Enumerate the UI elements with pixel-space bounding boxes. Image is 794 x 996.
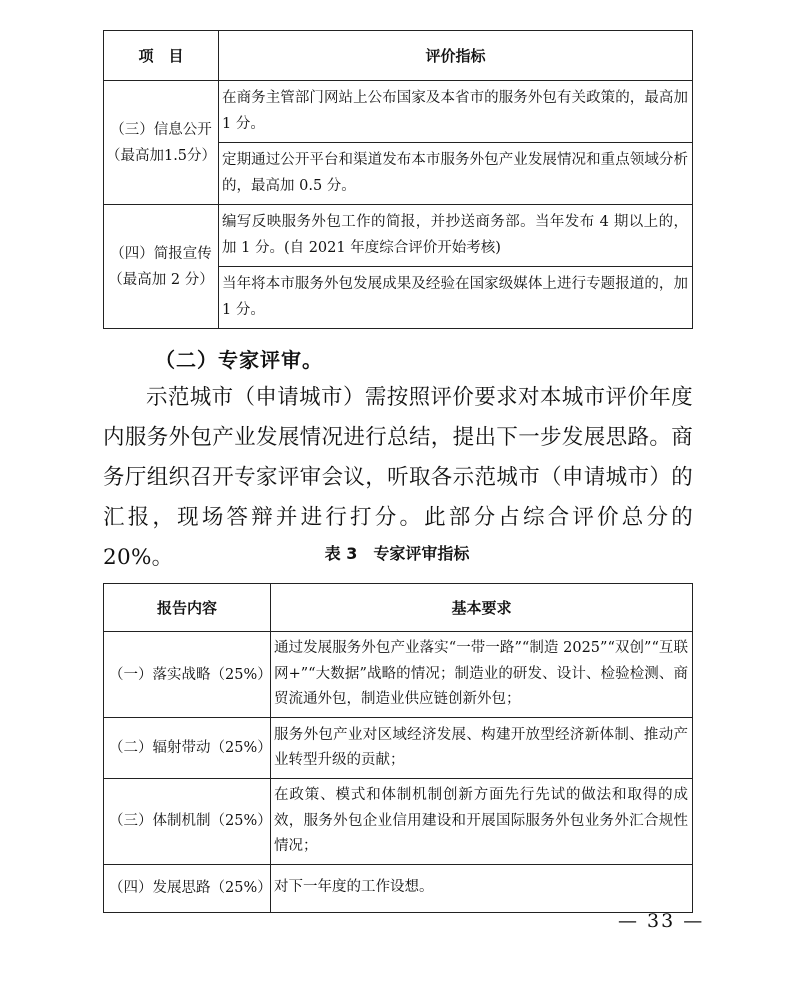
column-header-requirements: 基本要求 (271, 584, 693, 632)
column-header-item: 项 目 (104, 31, 219, 81)
table-header-row (104, 31, 693, 81)
row-requirement: 服务外包产业对区域经济发展、构建开放型经济新体制、推动产业转型升级的贡献； (271, 718, 693, 779)
row-requirement: 通过发展服务外包产业落实“一带一路”“制造 2025”“双创”“互联网+”“大数据”战略的情况；制造业的研发、设计、检验检测、商贸流通外包，制造业供应链创新外包； (271, 632, 693, 718)
category-title: （四）简报宣传 (110, 245, 212, 262)
category-cell-info-disclosure (104, 81, 219, 205)
indicator-text: 在商务主管部门网站上公布国家及本省市的服务外包有关政策的，最高加 1 分。 (219, 81, 693, 143)
evaluation-indicator-table (103, 30, 693, 329)
table-row (104, 864, 693, 912)
category-score: （最高加 2 分） (108, 271, 214, 288)
row-label: （三）体制机制（25%） (104, 779, 271, 865)
row-label: （四）发展思路（25%） (104, 864, 271, 912)
category-score: （最高加1.5分） (105, 147, 217, 164)
table-header-row (104, 584, 693, 632)
indicator-text: 定期通过公开平台和渠道发布本市服务外包产业发展情况和重点领域分析的，最高加 0.5 分。 (219, 143, 693, 205)
body-paragraph: 示范城市（申请城市）需按照评价要求对本城市评价年度内服务外包产业发展情况进行总结，提出下一步发展思路。商务厅组织召开专家评审会议，听取各示范城市（申请城市）的汇报，现场答辩并进行打分。此部分占综合评价总分的 20%。 (103, 385, 693, 570)
row-requirement: 对下一年度的工作设想。 (271, 864, 693, 912)
table-row (104, 81, 693, 143)
section-heading: （二）专家评审。 (155, 348, 323, 372)
indicator-text: 编写反映服务外包工作的简报，并抄送商务部。当年发布 4 期以上的，加 1 分。(自 2021 年度综合评价开始考核) (219, 205, 693, 267)
table-caption: 表 3 专家评审指标 (324, 544, 470, 563)
column-header-indicator: 评价指标 (219, 31, 693, 81)
category-title: （三）信息公开 (110, 121, 212, 138)
row-label: （一）落实战略（25%） (104, 632, 271, 718)
indicator-text: 当年将本市服务外包发展成果及经验在国家级媒体上进行专题报道的，加 1 分。 (219, 267, 693, 329)
table-row (104, 632, 693, 718)
table-row (104, 205, 693, 267)
row-requirement: 在政策、模式和体制机制创新方面先行先试的做法和取得的成效，服务外包企业信用建设和开展国际服务外包业务外汇合规性情况； (271, 779, 693, 865)
category-cell-bulletin (104, 205, 219, 329)
column-header-report-content: 报告内容 (104, 584, 271, 632)
row-label: （二）辐射带动（25%） (104, 718, 271, 779)
page-number: — 33 — (618, 910, 705, 932)
expert-review-table (103, 583, 693, 913)
table-row (104, 779, 693, 865)
table-row (104, 718, 693, 779)
